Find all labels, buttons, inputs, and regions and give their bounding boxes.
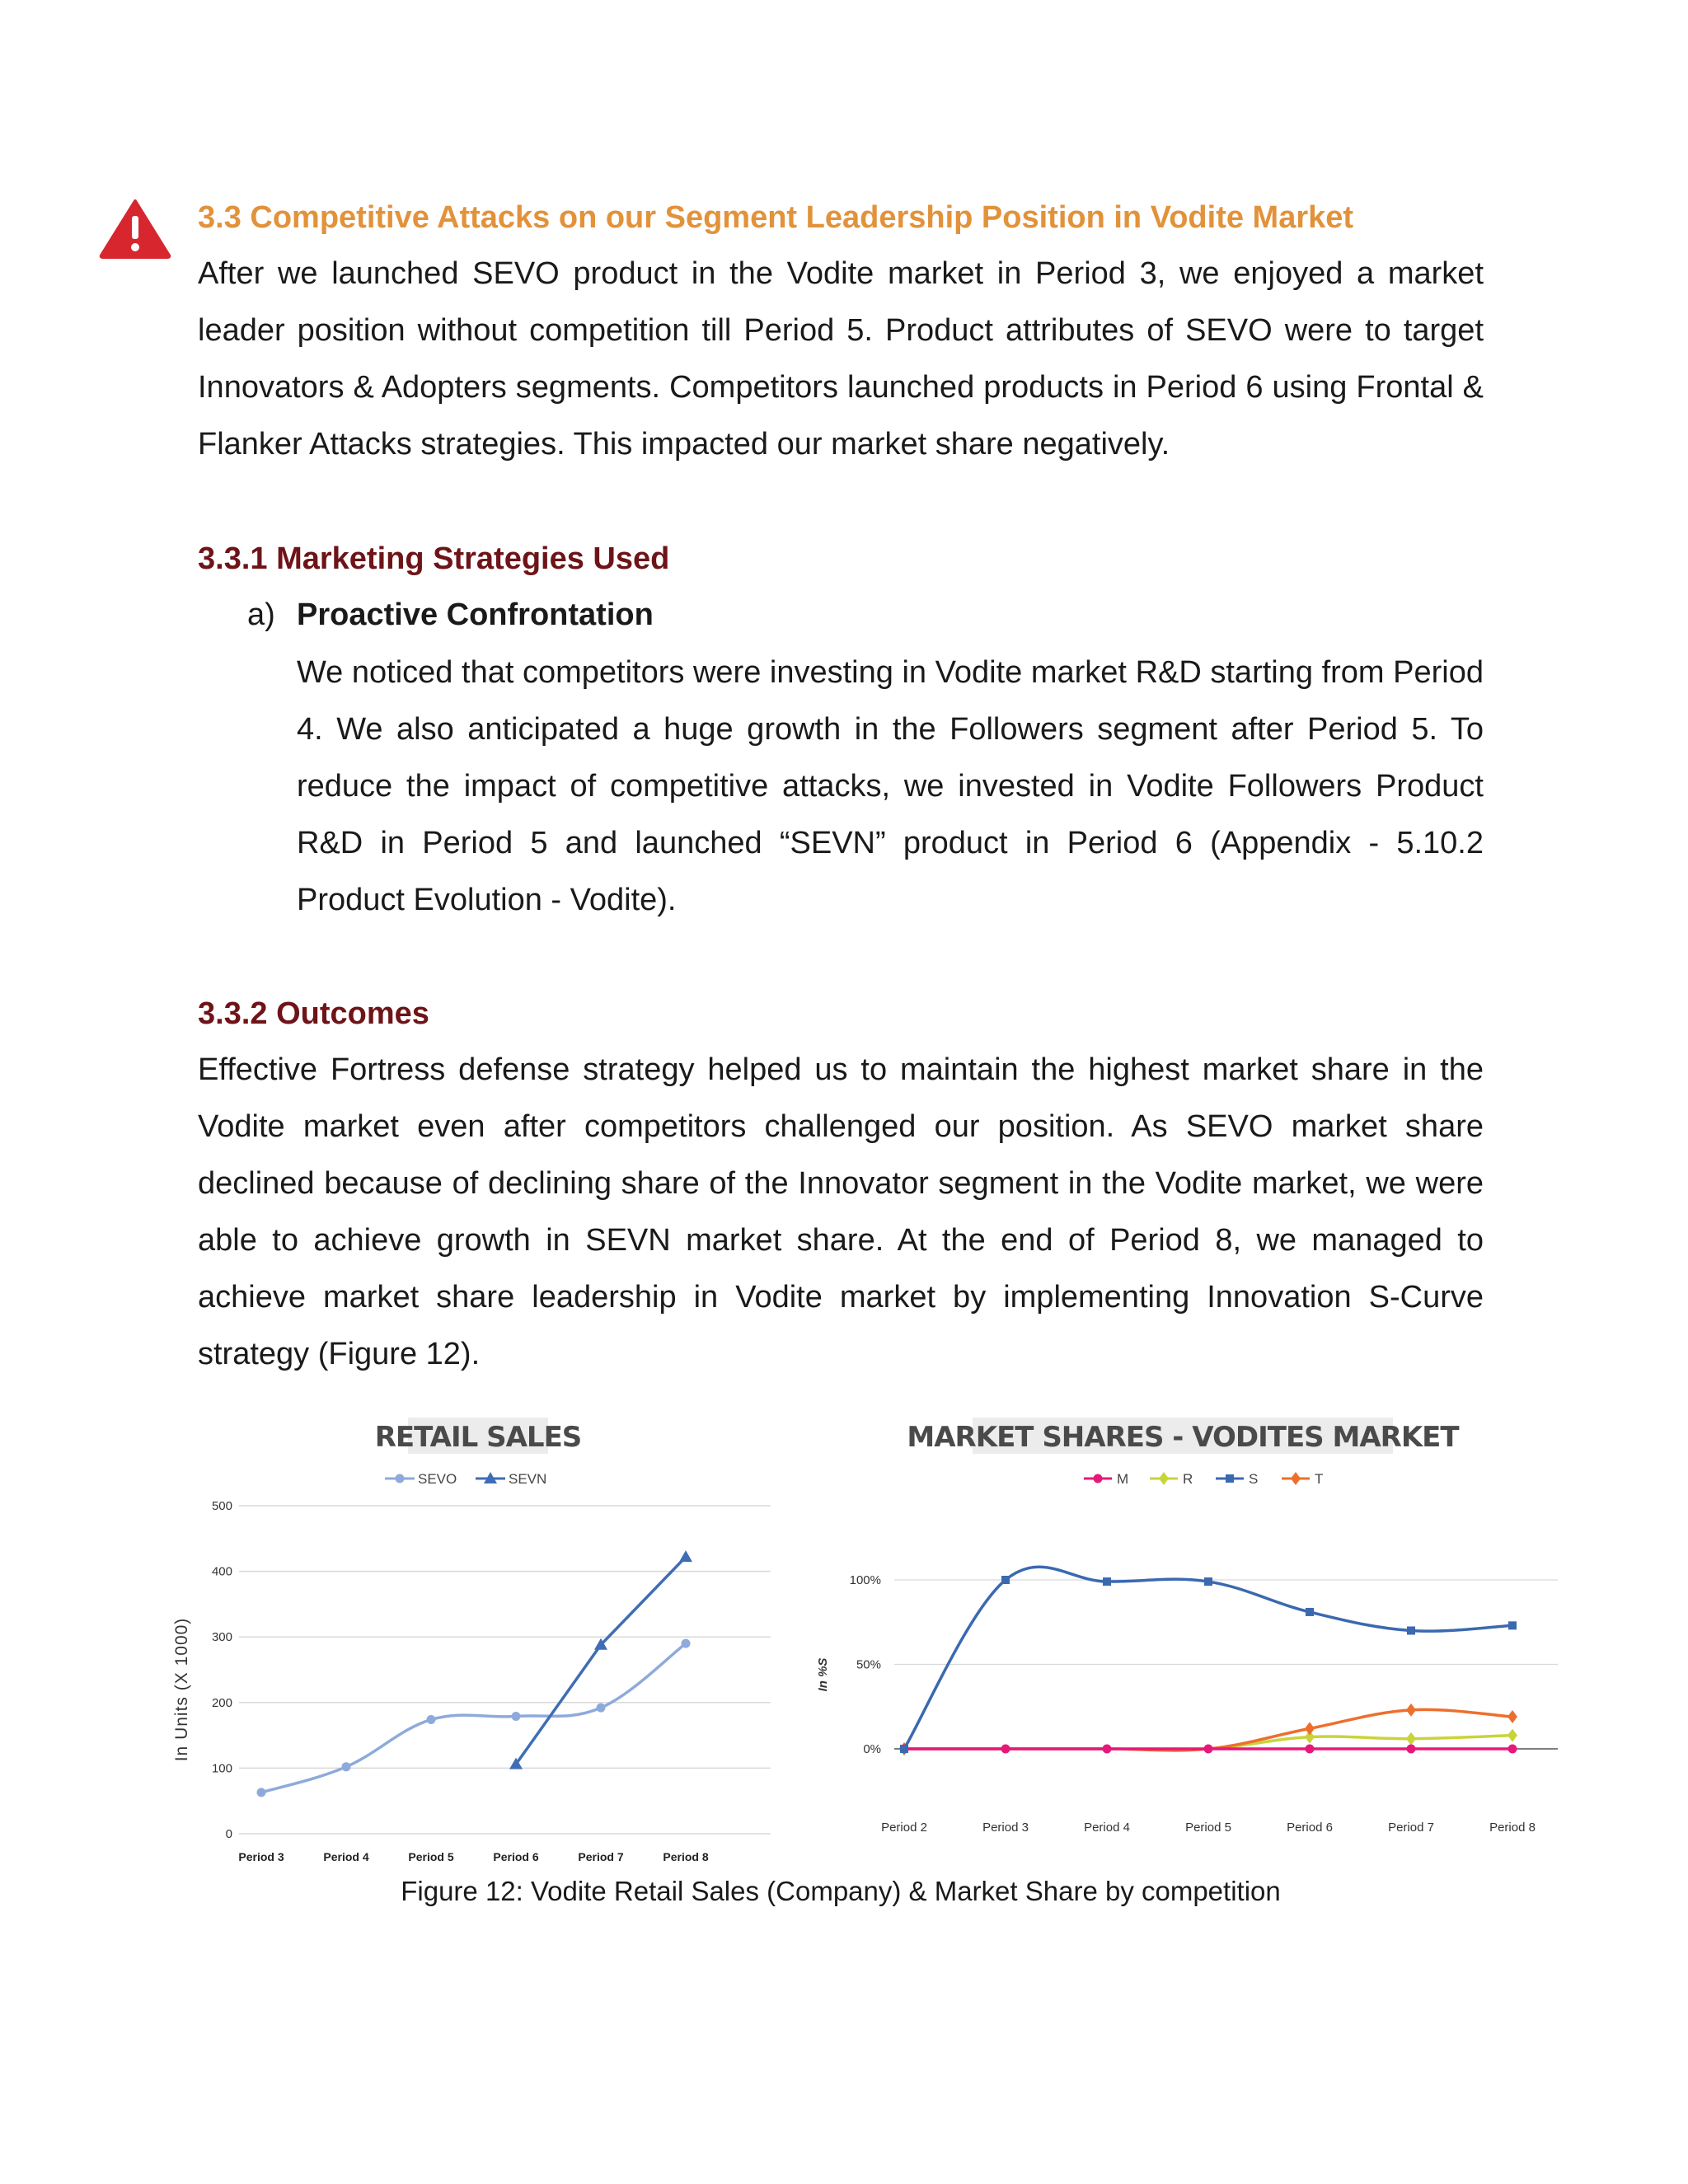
chart-title: RETAIL SALES [374, 1421, 582, 1454]
legend-label: M [1117, 1471, 1129, 1487]
legend-label: SEVN [509, 1471, 547, 1487]
series-line-sevo [261, 1643, 686, 1793]
list-item-proactive-confrontation [247, 593, 1484, 636]
y-axis-label: In Units (X 1000) [172, 1617, 191, 1762]
data-point-m [1306, 1745, 1315, 1754]
y-axis-label: In %S [816, 1657, 830, 1692]
section-heading: 3.3 Competitive Attacks on our Segment Leadership Position in Vodite Market [198, 200, 1354, 235]
data-point-t [1507, 1710, 1517, 1723]
data-point-s [1001, 1576, 1010, 1584]
data-point-s [900, 1745, 908, 1753]
legend-marker [1159, 1472, 1169, 1485]
legend-label: T [1315, 1471, 1324, 1487]
data-point-r [1406, 1732, 1416, 1746]
y-tick-label: 300 [211, 1630, 232, 1645]
retail-sales-chart [169, 1409, 779, 1871]
data-point-sevo [597, 1704, 606, 1713]
x-tick-label: Period 8 [663, 1850, 709, 1863]
data-point-r [1507, 1729, 1517, 1742]
legend-label: S [1249, 1471, 1259, 1487]
x-tick-label: Period 7 [1388, 1821, 1434, 1835]
y-tick-label: 50% [856, 1657, 881, 1672]
data-point-t [1406, 1704, 1416, 1717]
data-point-m [1103, 1745, 1112, 1754]
figure-caption: Figure 12: Vodite Retail Sales (Company) & Market Share by competition [401, 1876, 1281, 1906]
data-point-sevo [682, 1639, 691, 1648]
x-tick-label: Period 3 [238, 1850, 284, 1863]
subsection-heading-outcomes: 3.3.2 Outcomes [198, 996, 429, 1031]
y-tick-label: 0% [863, 1742, 881, 1756]
chart-title: MARKET SHARES - VODITES MARKET [907, 1421, 1459, 1454]
strategy-paragraph: We noticed that competitors were investing in Vodite market R&D starting from Period 4. We also anticipated a huge growth in the Followers segment after Period 5. To reduce the impact of competitive attacks, we invested in Vodite Followers Product R&D in Period 5 and launched “SEVN” product in Period 6 (Appendix - 5.10.2 Product Evolution - Vodite). [297, 655, 1484, 917]
legend-label: R [1183, 1471, 1193, 1487]
y-tick-label: 200 [211, 1695, 232, 1710]
legend-label: SEVO [418, 1471, 457, 1487]
market-shares-chart [812, 1409, 1570, 1871]
data-point-s [1508, 1621, 1517, 1629]
x-tick-label: Period 4 [323, 1850, 369, 1863]
outcomes-paragraph: Effective Fortress defense strategy helped us to maintain the highest market share in the Vodite market even after competitors challenged our position. As SEVO market share declined because of declining share of the Innovator segment in the Vodite market, we were able to achieve growth in SEVN market share. At the end of Period 8, we managed to achieve market share leadership in Vodite market by implementing Innovation S-Curve strategy (Figure 12). [198, 1052, 1484, 1371]
y-tick-label: 100 [211, 1761, 232, 1776]
subsection-heading-strategies: 3.3.1 Marketing Strategies Used [198, 541, 670, 576]
y-tick-label: 500 [211, 1499, 232, 1513]
warning-icon [99, 198, 171, 259]
series-line-sevn [516, 1557, 686, 1765]
list-item-label: Proactive Confrontation [297, 598, 654, 632]
y-tick-label: 0 [225, 1827, 232, 1841]
data-point-s [1407, 1627, 1415, 1635]
data-point-m [1001, 1745, 1010, 1754]
data-point-m [1407, 1745, 1416, 1754]
data-point-m [1508, 1745, 1517, 1754]
x-tick-label: Period 5 [408, 1850, 454, 1863]
data-point-s [1306, 1608, 1314, 1616]
legend-marker [1094, 1474, 1103, 1483]
x-tick-label: Period 6 [493, 1850, 539, 1863]
series-line-s [904, 1567, 1512, 1749]
x-tick-label: Period 2 [881, 1821, 927, 1835]
legend-marker [1226, 1474, 1234, 1483]
y-tick-label: 400 [211, 1564, 232, 1579]
data-point-sevo [342, 1762, 351, 1771]
list-marker: a) [247, 598, 275, 632]
data-point-t [1305, 1722, 1315, 1735]
x-tick-label: Period 8 [1489, 1821, 1536, 1835]
data-point-m [1204, 1745, 1213, 1754]
y-tick-label: 100% [849, 1573, 881, 1587]
legend-marker [1291, 1472, 1301, 1485]
data-point-sevo [512, 1712, 521, 1721]
data-point-s [1204, 1577, 1212, 1586]
data-point-sevo [257, 1788, 266, 1797]
data-point-sevo [427, 1715, 436, 1724]
x-tick-label: Period 7 [578, 1850, 624, 1863]
x-tick-label: Period 5 [1185, 1821, 1231, 1835]
x-tick-label: Period 3 [982, 1821, 1029, 1835]
data-point-sevn [679, 1550, 692, 1562]
x-tick-label: Period 4 [1084, 1821, 1130, 1835]
data-point-s [1103, 1577, 1111, 1586]
x-tick-label: Period 6 [1287, 1821, 1333, 1835]
section-intro-paragraph: After we launched SEVO product in the Vodite market in Period 3, we enjoyed a market leader position without competition till Period 5. Product attributes of SEVO were to target Innovators & Adopters segments. Competitors launched products in Period 6 using Frontal & Flanker Attacks strategies. This impacted our market share negatively. [198, 256, 1484, 462]
legend-marker [396, 1474, 405, 1483]
